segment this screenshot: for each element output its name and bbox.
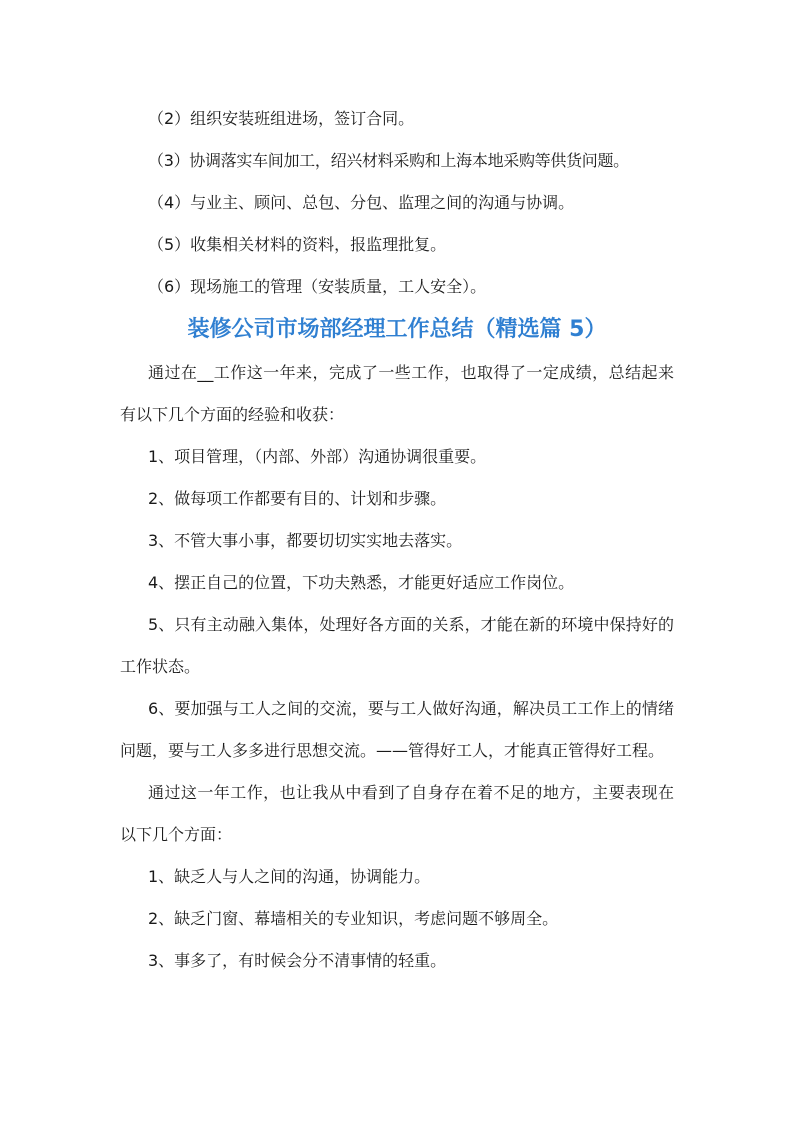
list-item: 1、缺乏人与人之间的沟通，协调能力。 <box>148 867 431 886</box>
list-item: （3）协调落实车间加工，绍兴材料采购和上海本地采购等供货问题。 <box>148 151 629 170</box>
list-item: 3、事多了，有时候会分不清事情的轻重。 <box>148 951 447 970</box>
list-item: （2）组织安装班组进场，签订合同。 <box>148 109 415 128</box>
list-item: 2、缺乏门窗、幕墙相关的专业知识，考虑问题不够周全。 <box>148 909 559 928</box>
list-item: 6、要加强与工人之间的交流，要与工人做好沟通，解决员工工作上的情绪问题，要与工人多多进行思想交流。——管得好工人，才能真正管得好工程。 <box>120 699 674 760</box>
list-item: 5、只有主动融入集体，处理好各方面的关系，才能在新的环境中保持好的工作状态。 <box>120 615 674 676</box>
list-item: 3、不管大事小事，都要切切实实地去落实。 <box>148 531 463 550</box>
list-item: 2、做每项工作都要有目的、计划和步骤。 <box>148 489 447 508</box>
list-item: （4）与业主、顾问、总包、分包、监理之间的沟通与协调。 <box>148 193 575 212</box>
list-item: 4、摆正自己的位置，下功夫熟悉，才能更好适应工作岗位。 <box>148 573 575 592</box>
list-item: （5）收集相关材料的资料，报监理批复。 <box>148 235 447 254</box>
intro-paragraph: 通过在__工作这一年来，完成了一些工作，也取得了一定成绩，总结起来有以下几个方面的经验和收获： <box>120 363 674 424</box>
list-item: （6）现场施工的管理（安装质量，工人安全）。 <box>148 277 487 296</box>
document-body <box>120 98 674 982</box>
list-item: 1、项目管理，（内部、外部）沟通协调很重要。 <box>148 447 487 466</box>
section-title: 装修公司市场部经理工作总结（精选篇 5） <box>187 317 607 342</box>
shortcomings-intro-paragraph: 通过这一年工作，也让我从中看到了自身存在着不足的地方，主要表现在以下几个方面： <box>120 783 674 844</box>
